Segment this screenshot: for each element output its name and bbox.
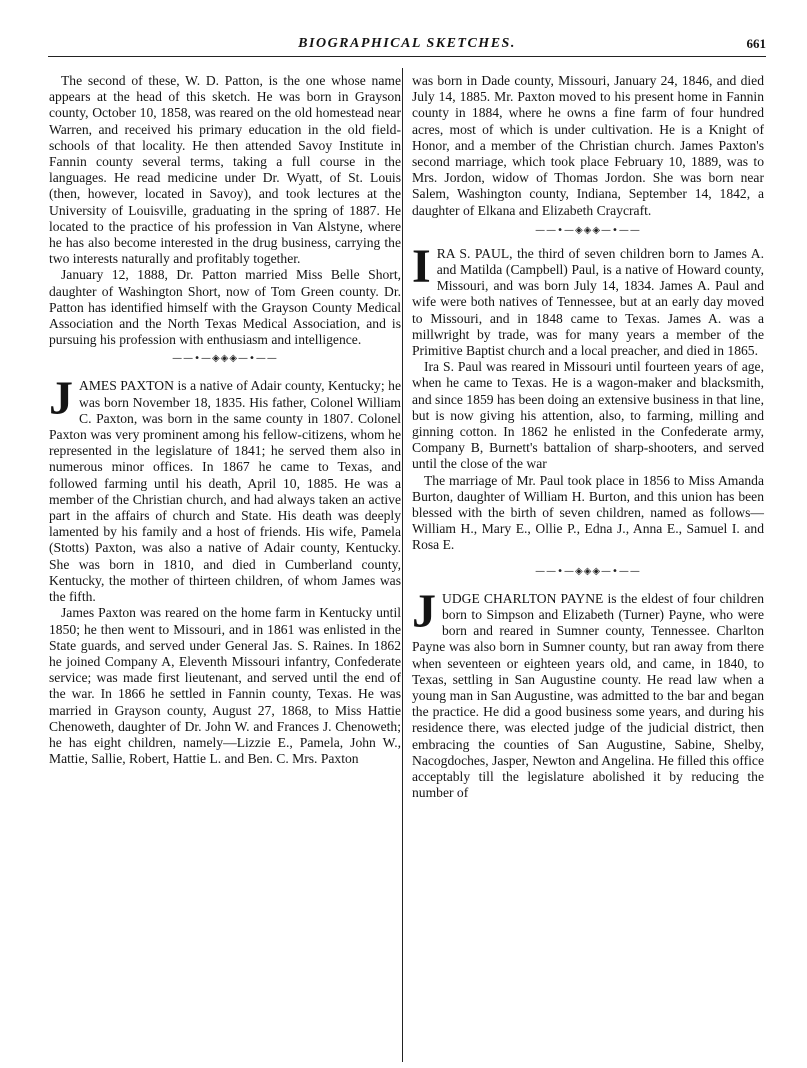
paxton-lead-text: AMES PAXTON is a native of Adair county, Kentucky; he was born November 18, 1835. His father, Colonel William C. Paxton, was born in the same county in 1807. Colonel Paxton was very prominent among his fellow-citizens, whom he represented in the legislature of 1841; he served them also in numerous minor offices. In 1867 he came to Texas, and followed farming until his death, April 10, 1885. He was a member of the Christian church, and had always taken an active part in the affairs of church and State. His death was deeply lamented by his family and a host of friends. His wife, Pamela (Stotts) Paxton, was also a native of Adair county, Kentucky. She was born in 1810, and died in Cumberland county, Kentucky, the mother of thirteen children, of whom James was the fifth. [49,378,401,605]
left-column [49,73,401,767]
paul-lead-paragraph [412,239,764,359]
section-divider-ornament: ——•—◈◈◈—•—— [535,565,641,577]
column-divider-rule [402,68,403,1062]
patton-paragraph-1: The second of these, W. D. Patton, is the one whose name appears at the head of this sketch. He was born in Grayson county, October 10, 1858, was reared on the old homestead near Warren, and received his primary education in the old field-schools of that locality. He then attended Savoy Institute in Fannin county several terms, taking a full course in the languages. He read medicine under Dr. Wyatt, of St. Louis (then, however, located in Savoy), and took lectures at the University of Louisville, graduating in the spring of 1887. He located to the practice of his profession in Van Alstyne, where he has also become interested in the drug business, carrying the two interests naturally and profitably together. [49,73,401,267]
section-divider-ornament: ——•—◈◈◈—•—— [172,353,278,365]
payne-lead-text: UDGE CHARLTON PAYNE is the eldest of four children born to Simpson and Elizabeth (Turner) Payne, who were born and reared in Sumner county, Tennessee. Charlton Payne was also born in Sumner county, but ran away from there when seventeen or eighteen years old, and came, in 1840, to Texas, settling in San Augustine county. He read law when a young man in San Augustine, was admitted to the bar and began the practice. He did a good business some years, and during his residence there, was elected judge of the judicial district, then embracing the counties of San Augustine, Sabine, Shelby, Nacogdoches, Jasper, Newton and Angelina. He filled this office acceptably till the legislature abolished it by reducing the number of [412,590,764,801]
payne-drop-cap: J [412,584,436,638]
paul-lead-text: RA S. PAUL, the third of seven children born to James A. and Matilda (Campbell) Paul, is a native of Howard county, Missouri, and was born July 14, 1834. James A. Paul and wife were both natives of Tennessee, but at an early day moved to Missouri, and in 1848 came to Texas. James A. was a millwright by trade, was for many years a member of the Primitive Baptist church and a local preacher, and died in 1865. [412,245,764,359]
page-number: 661 [746,36,766,51]
paxton-paragraph-2: James Paxton was reared on the home farm in Kentucky until 1850; he then went to Missouri, and in 1861 was enlisted in the State guards, and served under General Jas. S. Raines. In 1862 he joined Company A, Eleventh Missouri infantry, Confederate service; was made first lieutenant, and served until the end of the war. In 1866 he settled in Fannin county, Texas. He was married in Grayson county, August 27, 1868, to Miss Hattie Chenoweth, daughter of Dr. John W. and Frances J. Chenoweth; he has eight children, namely—Lizzie E., Pamela, John W., Mattie, Sallie, Robert, Hattie L. and Ben. C. Mrs. Paxton [49,605,401,767]
payne-lead-paragraph [412,584,764,802]
paxton-continued-paragraph: was born in Dade county, Missouri, January 24, 1846, and died July 14, 1885. Mr. Paxton moved to his present home in Fannin county in 1884, where he owns a fine farm of four hundred acres, most of which is under cultivation. He is a Knight of Honor, and a member of the Christian church. James Paxton's second marriage, which took place February 10, 1889, was to Mrs. Jordon, widow of Thomas Jordon. She was born near Salem, Washington county, Indiana, September 14, 1842, a daughter of Elkana and Elizabeth Craycraft. [412,73,764,218]
right-column [412,73,764,801]
running-head: BIOGRAPHICAL SKETCHES. [298,36,516,51]
paxton-drop-cap: J [49,372,73,426]
section-divider-ornament: ——•—◈◈◈—•—— [535,224,641,236]
paul-drop-cap: I [412,239,431,293]
paul-paragraph-2: Ira S. Paul was reared in Missouri until fourteen years of age, when he came to Texas. He is a wagon-maker and blacksmith, and since 1859 has been doing an extensive business in that line, but is now giving his attention, also, to farming, milling and ginning cotton. In 1862 he enlisted in the Confederate army, Company B, Burnett's battalion of sharp-shooters, and served until the close of the war [412,359,764,472]
patton-paragraph-2: January 12, 1888, Dr. Patton married Miss Belle Short, daughter of Washington Short, now of Tom Green county. Dr. Patton has identified himself with the Grayson County Medical Association and the North Texas Medical Association, and is pursuing his profession with enthusiasm and intelligence. [49,267,401,348]
paul-paragraph-3: The marriage of Mr. Paul took place in 1856 to Miss Amanda Burton, daughter of William H. Burton, and this union has been blessed with the birth of seven children, named as follows—William H., Mary E., Ollie P., Edna J., Anna E., Samuel I. and Rosa E. [412,472,764,553]
page-header [48,34,766,57]
paxton-lead-paragraph [49,372,401,605]
